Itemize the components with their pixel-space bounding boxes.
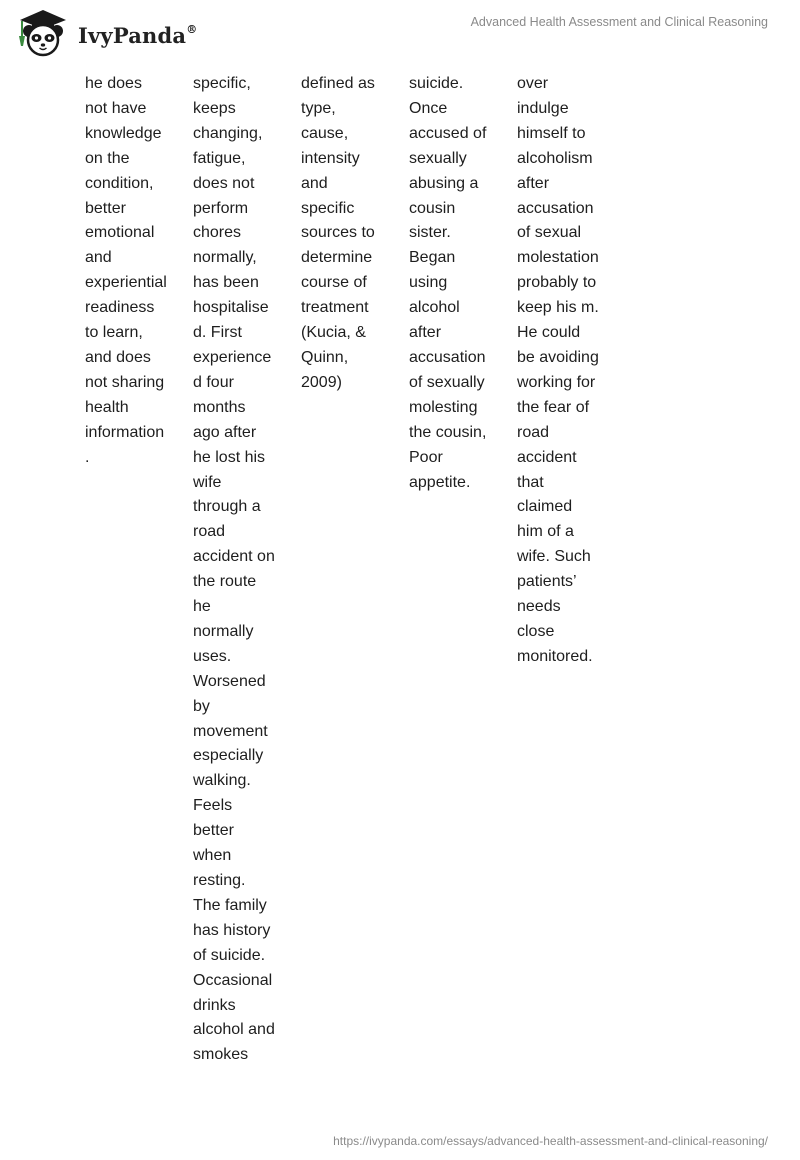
source-url[interactable]: https://ivypanda.com/essays/advanced-health-assessment-and-clinical-reasoning/ — [333, 1134, 768, 1148]
document-title: Advanced Health Assessment and Clinical Reasoning — [470, 15, 768, 29]
brand-name: IvyPanda® — [78, 22, 198, 48]
page-header — [0, 0, 800, 70]
table-column-2: specific, keeps changing, fatigue, does not perform chores normally, has been hospitalise d. First experience d four months ago after he lost his wife through a road accident on the route he normally uses. Worsened by movement especially walking. Feels better when resting. The family has history of suicide. Occasional drinks alcohol and smokes — [193, 75, 275, 1064]
panda-graduate-icon — [14, 6, 72, 60]
table-column-3: defined as type, cause, intensity and specific sources to determine course of treatment (Kucia, & Quinn, 2009) — [301, 75, 375, 391]
table-column-1: he does not have knowledge on the condition, better emotional and experiential readiness to learn, and does not sharing health information . — [85, 75, 167, 466]
registered-mark: ® — [186, 22, 198, 36]
brand-logo[interactable] — [14, 6, 197, 60]
table-column-4: suicide. Once accused of sexually abusing a cousin sister. Began using alcohol after accusation of sexually molesting the cousin, Poor appetite. — [409, 75, 487, 491]
table-column-5: over indulge himself to alcoholism after accusation of sexual molestation probably to keep his m. He could be avoiding working for the fear of road accident that claimed him of a wife. Such patients’ needs close monitored. — [517, 75, 599, 665]
